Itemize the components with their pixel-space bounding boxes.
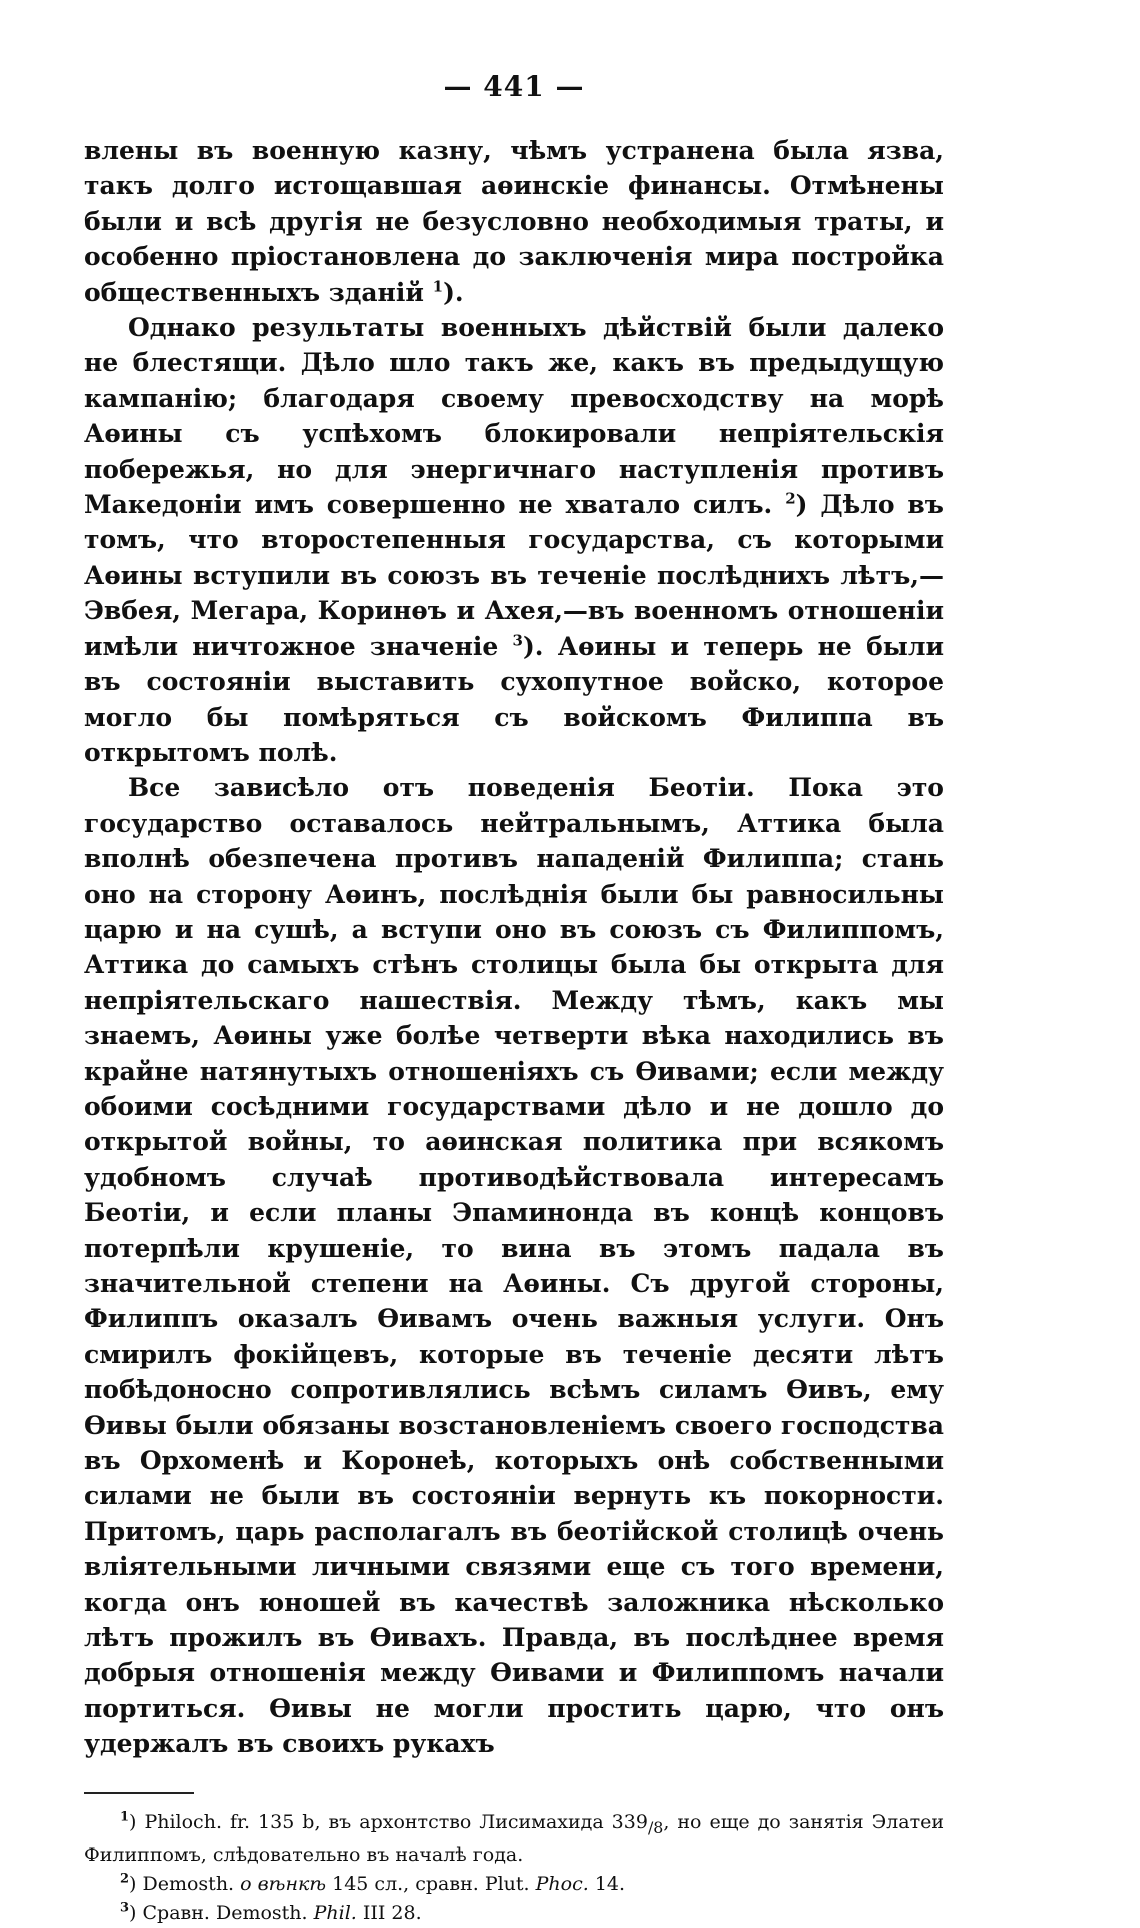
paragraph-1	[84, 133, 944, 310]
paragraph-2-tail-2: ). Аѳины и теперь не были въ состояніи выставить сухопутное войско, которое могло бы помѣряться съ войскомъ Филиппа въ открытомъ полѣ.	[84, 631, 944, 767]
footnote-ref-2[interactable]: 2	[785, 489, 796, 508]
footnote-2-mark: 2	[120, 1872, 130, 1888]
footnote-2-italic: о вѣнкѣ	[240, 1873, 327, 1896]
footnote-1-mark: 1	[120, 1809, 130, 1825]
footnote-3-italic: Phil.	[313, 1902, 357, 1925]
footnote-1-text-a: ) Philoch. fr. 135 b, въ архонтство Лисимахида 339	[129, 1810, 648, 1833]
paragraph-2-tail: ) Дѣло въ томъ, что второстепенныя государства, съ которыми Аѳины вступили въ союзъ въ теченіе послѣднихъ лѣтъ,—Эвбея, Мегара, Коринѳъ и Ахея,—въ военномъ отношеніи имѣли ничтожное значеніе	[84, 490, 944, 661]
footnote-2	[84, 1870, 944, 1898]
paragraph-1-text: влены въ военную казну, чѣмъ устранена была язва, такъ долго истощавшая аѳинскіе финансы. Отмѣнены были и всѣ другія не безусловно необходимыя траты, и особенно пріостановлена до заключенія мира постройка общественныхъ зданій	[84, 136, 944, 307]
footnote-2-text-a: ) Demosth.	[129, 1873, 241, 1896]
book-page	[84, 70, 944, 1928]
footnote-3-text-b: III 28.	[356, 1902, 422, 1925]
footnote-3-text-a: ) Сравн. Demosth.	[129, 1902, 314, 1925]
footnote-1	[84, 1808, 944, 1870]
paragraph-1-tail: ).	[443, 277, 464, 307]
footnote-3-mark: 3	[120, 1901, 130, 1917]
footnote-1-text-b: , но еще до занятія Элатеи Филиппомъ, слѣдовательно въ началѣ года.	[84, 1810, 944, 1867]
footnote-divider	[84, 1792, 194, 1794]
footnote-ref-1[interactable]: 1	[432, 277, 444, 296]
paragraph-2-text: Однако результаты военныхъ дѣйствій были далеко не блестящи. Дѣло шло такъ же, какъ въ предыдущую кампанію; благодаря своему превосходству на морѣ Аѳины съ успѣхомъ блокировали непріятельскія побережья, но для энергичнаго наступленія противъ Македоніи имъ совершенно не хватало силъ.	[84, 313, 944, 520]
footnotes	[84, 1808, 944, 1928]
footnote-2-italic-2: Phoc.	[535, 1873, 589, 1896]
footnote-3	[84, 1899, 944, 1927]
paragraph-3-text: Все зависѣло отъ поведенія Беотіи. Пока это государство оставалось нейтральнымъ, Аттика была вполнѣ обезпечена противъ нападеній Филиппа; стань оно на сторону Аѳинъ, послѣднія были бы равносильны царю и на сушѣ, а вступи оно въ союзъ съ Филиппомъ, Аттика до самыхъ стѣнъ столицы была бы открыта для непріятельскаго нашествія. Между тѣмъ, какъ мы знаемъ, Аѳины уже болѣе четверти вѣка находились въ крайне натянутыхъ отношеніяхъ съ Ѳивами; если между обоими сосѣдними государствами дѣло и не дошло до открытой войны, то аѳинская политика при всякомъ удобномъ случаѣ противодѣйствовала интересамъ Беотіи, и если планы Эпаминонда въ концѣ концовъ потерпѣли крушеніе, то вина въ этомъ падала въ значительной степени на Аѳины. Съ другой стороны, Филиппъ оказалъ Ѳивамъ очень важныя услуги. Онъ смирилъ фокійцевъ, которые въ теченіе десяти лѣтъ побѣдоносно сопротивлялись всѣмъ силамъ Ѳивъ, ему Ѳивы были обязаны возстановленіемъ своего господства въ Орхоменѣ и Коронеѣ, которыхъ онѣ собственными силами не были въ состояніи вернуть къ покорности. Притомъ, царь располагалъ въ беотійской столицѣ очень вліятельными личными связями еще съ того времени, когда онъ юношей въ качествѣ заложника нѣсколько лѣтъ прожилъ въ Ѳивахъ. Правда, въ послѣднее время добрыя отношенія между Ѳивами и Филиппомъ начали портиться. Ѳивы не могли простить царю, что онъ удержалъ въ своихъ рукахъ	[84, 773, 944, 1759]
page-number: — 441 —	[443, 70, 585, 103]
footnote-ref-3[interactable]: 3	[512, 631, 523, 650]
footnote-2-text-b: 145 сл., сравн. Plut.	[326, 1873, 536, 1896]
paragraph-3	[84, 770, 944, 1761]
footnote-2-text-c: 14.	[588, 1873, 626, 1896]
paragraph-2	[84, 310, 944, 770]
footnote-1-sub: /8	[647, 1817, 664, 1837]
